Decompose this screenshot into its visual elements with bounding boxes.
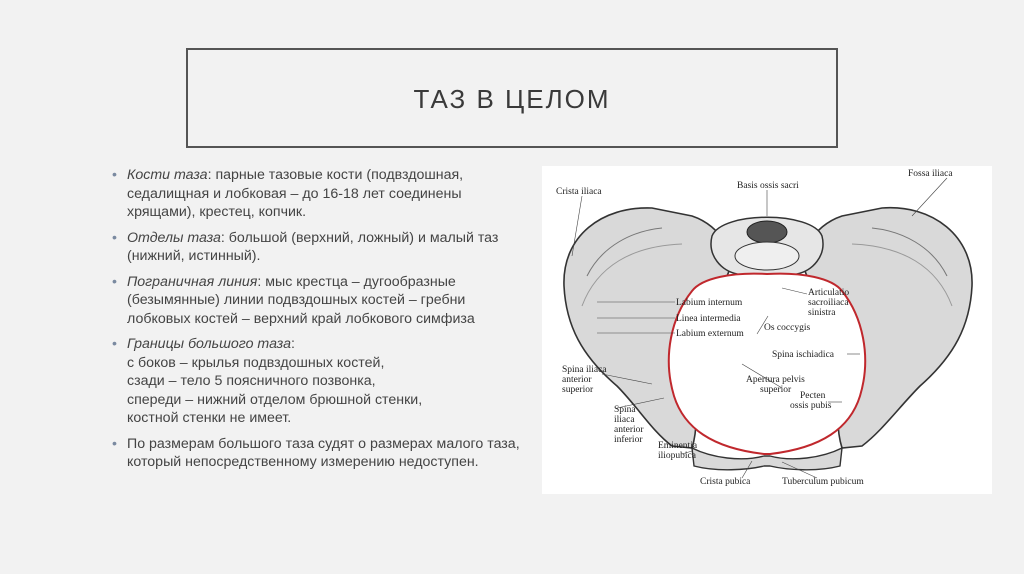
label-eminentia-iliopubica: Eminentia [658,441,698,451]
slide-title: ТАЗ В ЦЕЛОМ [413,84,611,114]
label-apertura-pelvis: superior [760,385,792,395]
label-basis-ossis-sacri: Basis ossis sacri [737,181,799,191]
label-crista-pubica: Crista pubica [700,477,751,487]
bullet-line: сзади – тело 5 поясничного позвонка, [127,373,376,389]
bullet-item [112,229,522,266]
label-apertura-pelvis: Apertura pelvis [746,375,805,385]
pelvis-drawing [542,166,992,494]
bullet-text: : парные тазовые кости (подвздошная, седалищная и лобковая – до 16-18 лет соединены хрящами), крестец, копчик. [127,167,464,220]
label-pecten-ossis-pubis: Pecten [800,391,826,401]
bullet-dot-icon: • [112,229,117,246]
bullet-item [112,335,522,428]
label-os-coccygis: Os coccygis [764,323,811,333]
bullet-item [112,273,522,329]
bullet-list [112,166,522,479]
pelvis-illustration [542,166,992,494]
vertebral-foramen [747,221,787,243]
bullet-line: костной стенки не имеет. [127,410,292,426]
bullet-item [112,435,522,472]
label-tuberculum-pubicum: Tuberculum pubicum [782,477,864,487]
label-articulatio: sinistra [808,308,836,318]
label-spina-ischiadica: Spina ischiadica [772,350,834,360]
bullet-text: : большой (верхний, ложный) и малый таз (нижний, истинный). [127,229,499,264]
bullet-text: По размерам большого таза судят о размерах малого таза, который непосредственному измерению недоступен. [127,435,520,470]
label-spina-iliaca-ant-inf: Spina [614,405,636,415]
bullet-term: Кости таза [127,167,208,183]
label-eminentia-iliopubica: iliopubica [658,451,696,461]
vertebral-body [735,242,799,270]
bullet-text: : мыс крестца – дугообразные (безымянные) линии подвздошных костей – гребни лобковых костей – верхний край лобкового симфиза [127,273,475,327]
label-labium-externum: Labium externum [676,329,744,339]
bullet-dot-icon: • [112,273,117,290]
label-pecten-ossis-pubis: ossis pubis [790,401,832,411]
label-spina-iliaca-ant-sup: superior [562,385,594,395]
label-spina-iliaca-ant-inf: anterior [614,425,644,435]
label-spina-iliaca-ant-sup: anterior [562,375,592,385]
title-box [186,48,838,148]
bullet-item [112,166,522,222]
label-articulatio: Articulatio [808,288,850,298]
bullet-line: спереди – нижний отделом брюшной стенки, [127,391,423,408]
bullet-dot-icon: • [112,167,117,183]
bullet-term: Границы большого таза [127,336,291,352]
bullet-dot-icon: • [112,336,117,352]
bullet-dot-icon: • [112,435,117,452]
label-spina-iliaca-ant-sup: Spina iliaca [562,365,607,375]
bullet-term: Отделы таза [127,229,221,246]
label-linea-intermedia: Linea intermedia [676,314,741,324]
label-fossa-iliaca: Fossa iliaca [908,169,953,179]
label-articulatio: sacroiliaca [808,298,849,308]
bullet-line: с боков – крылья подвздошных костей, [127,354,385,371]
label-spina-iliaca-ant-inf: iliaca [614,415,635,425]
bullet-term: Пограничная линия [127,273,258,290]
bullet-text: : [291,336,295,352]
label-labium-internum: Labium internum [676,298,743,308]
label-crista-iliaca: Crista iliaca [556,187,602,197]
label-spina-iliaca-ant-inf: inferior [614,435,643,445]
